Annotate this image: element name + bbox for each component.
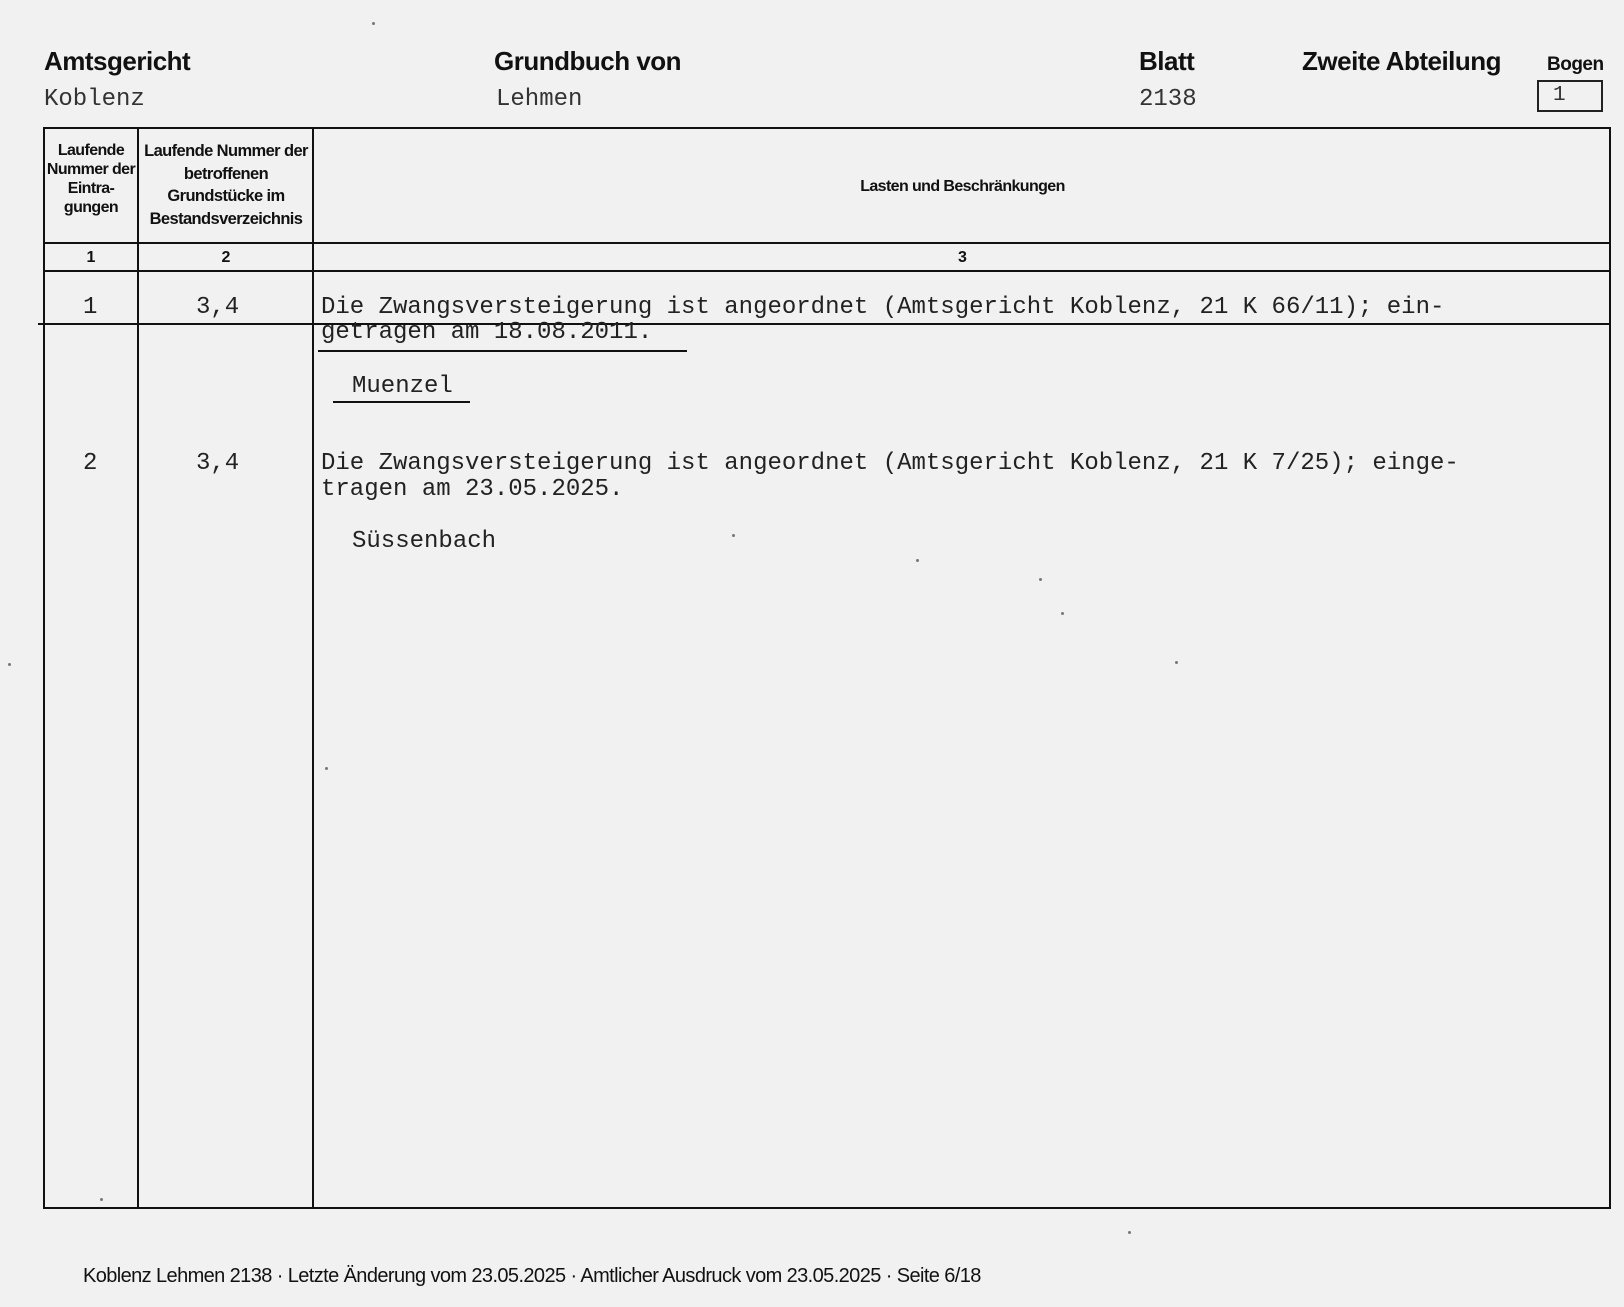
col2-number: 2 — [221, 249, 231, 266]
entry-2-text-line-2: tragen am 23.05.2025. — [321, 476, 624, 503]
col3-number: 3 — [958, 249, 967, 266]
section-label: Zweite Abteilung — [1302, 46, 1502, 76]
entry-rule — [38, 323, 1611, 325]
entry-1-signature-underline — [333, 401, 470, 403]
col-divider-2 — [312, 127, 314, 1209]
entry-1-text-line-2: getragen am 18.08.2011. — [321, 319, 653, 346]
scan-speck — [100, 1198, 103, 1201]
col1-number: 1 — [86, 249, 96, 266]
scan-speck — [916, 559, 919, 562]
scan-speck — [372, 22, 375, 25]
land-register-label: Grundbuch von — [494, 46, 682, 76]
scan-speck — [8, 663, 11, 666]
bogen-label: Bogen — [1547, 54, 1604, 75]
entry-1-plots: 3,4 — [196, 294, 240, 321]
sheet-value: 2138 — [1139, 86, 1197, 113]
bogen-value: 1 — [1537, 80, 1603, 112]
entry-2-signature: Süssenbach — [352, 528, 497, 555]
entry-2-number: 2 — [83, 450, 98, 477]
court-label: Amtsgericht — [44, 46, 191, 76]
land-register-value: Lehmen — [496, 86, 583, 113]
col3-heading: Lasten und Beschränkungen — [860, 178, 1065, 195]
entry-1-underline — [318, 350, 687, 352]
col1-heading: Laufende Nummer der Eintra- gungen — [46, 142, 136, 216]
entry-1-number: 1 — [83, 294, 98, 321]
table-frame — [43, 127, 1611, 1209]
sheet-label: Blatt — [1139, 46, 1195, 76]
column-number-rule — [43, 270, 1611, 272]
scan-speck — [1039, 578, 1042, 581]
col2-heading: Laufende Nummer der betroffenen Grundstücke im Bestandsverzeichnis — [144, 142, 308, 228]
entry-2-text-line-1: Die Zwangsversteigerung ist angeordnet (Amtsgericht Koblenz, 21 K 7/25); einge- — [321, 450, 1459, 477]
scan-speck — [325, 767, 328, 770]
scan-speck — [1061, 612, 1064, 615]
page-footer: Koblenz Lehmen 2138 · Letzte Änderung vom 23.05.2025 · Amtlicher Ausdruck vom 23.05.2025 · Seite 6/18 — [83, 1265, 981, 1287]
header-rule — [43, 242, 1611, 244]
entry-2-plots: 3,4 — [196, 450, 240, 477]
entry-1-text-line-1: Die Zwangsversteigerung ist angeordnet (Amtsgericht Koblenz, 21 K 66/11); ein- — [321, 294, 1445, 321]
court-value: Koblenz — [44, 86, 145, 113]
scan-speck — [732, 534, 735, 537]
scan-speck — [1128, 1231, 1131, 1234]
entry-1-signature: Muenzel — [352, 373, 453, 400]
scan-speck — [1175, 661, 1178, 664]
col-divider-1 — [137, 127, 139, 1209]
